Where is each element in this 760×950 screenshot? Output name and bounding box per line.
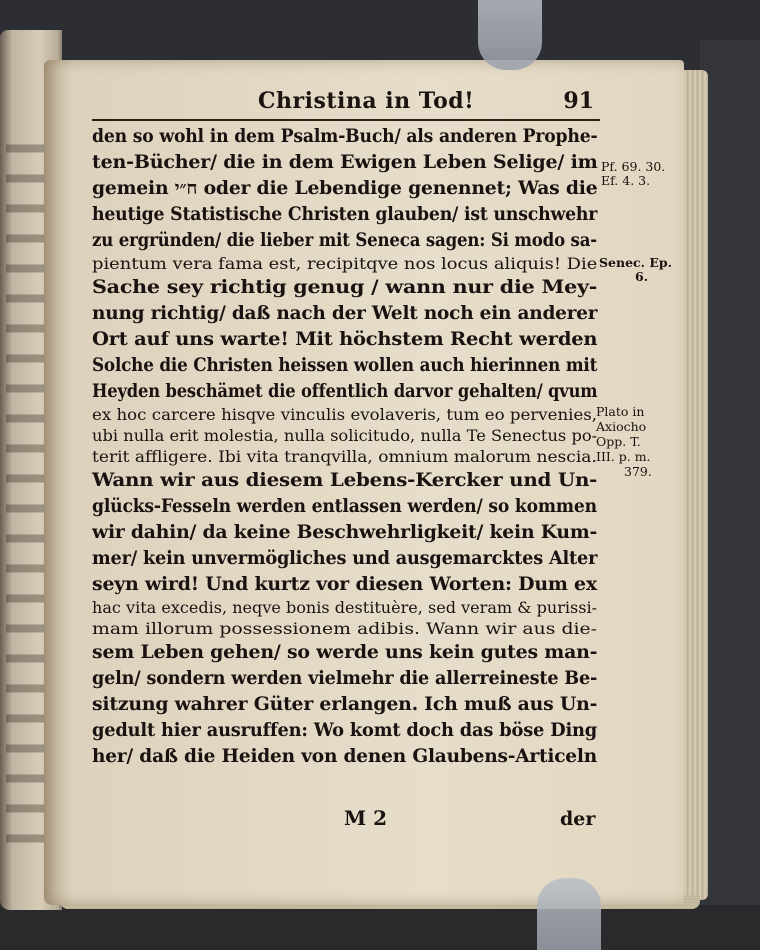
text-line: gedult hier ausruffen: Wo komt doch das böse Ding (92, 720, 598, 741)
text-line: ex hoc carcere hisqve vinculis evolaveris, tum eo pervenies, (92, 406, 598, 424)
running-head (90, 88, 600, 122)
text-line: hac vita excedis, neqve bonis destituère, sed veram & purissi- (92, 599, 598, 617)
text-line: seyn wird! Und kurtz vor diesen Worten: Dum ex (92, 574, 597, 595)
body-text (92, 124, 597, 770)
marginal-note-line: 379. (624, 464, 652, 479)
text-line: mam illorum possessionem adibis. Wann wir aus die- (92, 620, 598, 638)
text-line: den so wohl in dem Psalm-Buch/ als anderen Prophe- (92, 126, 598, 147)
background-bottom (0, 905, 760, 950)
marginal-note-line: Opp. T. (596, 434, 641, 449)
text-line: Wann wir aus diesem Lebens-Kercker und Un- (92, 470, 598, 491)
text-line: wir dahin/ da keine Beschwehrligkeit/ kein Kum- (92, 522, 598, 543)
top-clip (478, 0, 542, 70)
text-line: zu ergründen/ die lieber mit Seneca sagen: Si modo sa- (92, 230, 598, 251)
text-line: Ort auf uns warte! Mit höchstem Recht werden (92, 329, 598, 350)
marginal-note-line: Pf. 69. 30. (601, 159, 666, 174)
text-line: gemein ח״י oder die Lebendige genennet; Was die (92, 178, 598, 199)
text-line: Sache sey richtig genug / wann nur die Mey- (92, 277, 598, 298)
marginal-note-seneca (599, 256, 672, 284)
page-number: 91 (563, 88, 594, 114)
text-line: sitzung wahrer Güter erlangen. Ich muß aus Un- (92, 694, 598, 715)
text-line: ten-Bücher/ die in dem Ewigen Leben Selige/ im (92, 152, 598, 173)
signature-mark: M 2 (344, 806, 388, 830)
marginal-note-line: Axiocho (596, 419, 647, 434)
running-title: Christina in Tod! (258, 88, 475, 114)
marginal-note-line: III. p. m. (596, 449, 651, 464)
text-line: nung richtig/ daß nach der Welt noch ein anderer (92, 303, 598, 324)
marginal-note-line: Ef. 4. 3. (601, 173, 651, 188)
marginal-note-psalm (601, 160, 665, 188)
catchword: der (560, 808, 596, 830)
marginal-note-line: 6. (635, 269, 649, 284)
marginal-note-line: Senec. Ep. (599, 255, 672, 270)
text-line: pientum vera fama est, recipitqve nos locus aliquis! Die (92, 255, 598, 273)
background-right (700, 40, 760, 920)
text-line: glücks-Fesseln werden entlassen werden/ so kommen (92, 496, 597, 517)
text-line: heutige Statistische Christen glauben/ ist unschwehr (92, 204, 598, 225)
text-line: her/ daß die Heiden von denen Glaubens-Articeln (92, 746, 598, 767)
text-line: terit affligere. Ibi vita tranqvilla, omnium malorum nescia. (92, 448, 597, 466)
text-line: ubi nulla erit molestia, nulla solicitudo, nulla Te Senectus po- (92, 427, 598, 445)
text-line: Heyden beschämet die offentlich darvor gehalten/ qvum (92, 381, 598, 402)
head-rule (92, 119, 600, 121)
bottom-clip (537, 878, 601, 950)
text-line: geln/ sondern werden vielmehr die allerreineste Be- (92, 668, 598, 689)
text-line: Solche die Christen heissen wollen auch hierinnen mit (92, 355, 598, 376)
text-line: mer/ kein unvermögliches und ausgemarcktes Alter (92, 548, 598, 569)
text-line: sem Leben gehen/ so werde uns kein gutes man- (92, 642, 598, 663)
page-edges (684, 70, 708, 900)
marginal-note-line: Plato in (596, 404, 645, 419)
marginal-note-plato (596, 404, 652, 479)
